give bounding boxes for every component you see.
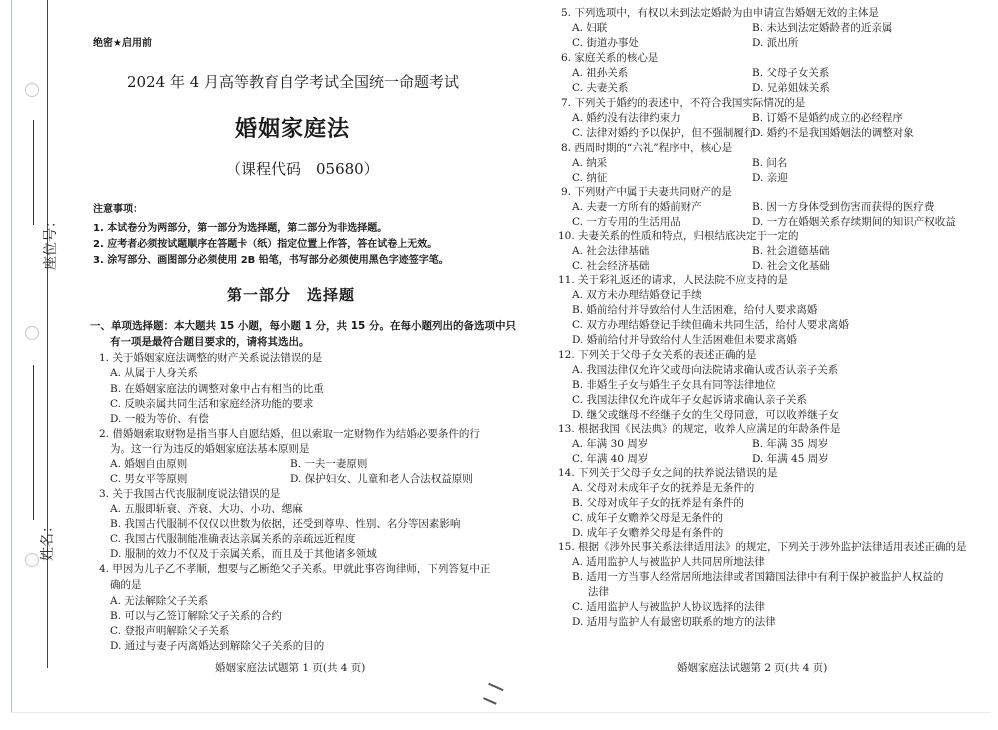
question-stem: 确的是	[110, 579, 142, 591]
option-a[interactable]: A. 双方未办理结婚登记手续	[572, 289, 702, 301]
option-d[interactable]: D. 社会文化基础	[752, 260, 830, 272]
question-stem: 4. 甲因为儿子乙不孝顺，想要与乙断绝父子关系。甲就此事咨询律师，下列答复中正	[99, 563, 491, 575]
option-b[interactable]: B. 非婚生子女与婚生子女具有同等法律地位	[572, 379, 776, 391]
option-d[interactable]: D. 婚前给付并导致给付人生活困难但未要求离婚	[572, 334, 797, 346]
option-d[interactable]: D. 服制的效力不仅及于亲属关系，而且及于其他诸多领域	[110, 548, 377, 560]
subject-title: 婚姻家庭法	[235, 116, 351, 142]
section-heading: 一、单项选择题：本大题共 15 小题，每小题 1 分，共 15 分。在每小题列出的备选项中只	[90, 320, 516, 332]
seat-number-field[interactable]	[33, 120, 34, 225]
option-c[interactable]: C. 社会经济基础	[572, 260, 650, 272]
question-stem: 15. 根据《涉外民事关系法律适用法》的规定，下列关于涉外监护法律适用表述正确的是	[558, 541, 967, 553]
option-b[interactable]: B. 我国古代服制不仅仅以世数为依据，还受到尊卑、性别、名分等因素影响	[110, 518, 461, 530]
binding-hole-icon	[25, 326, 39, 340]
option-b-continued: 法律	[588, 586, 609, 598]
option-b[interactable]: B. 父母对成年子女的抚养是有条件的	[572, 497, 744, 509]
option-c[interactable]: C. 反映亲属共同生活和家庭经济功能的要求	[110, 398, 314, 410]
margin-line	[11, 0, 12, 712]
page-footer: 婚姻家庭法试题第 2 页(共 4 页)	[677, 662, 828, 674]
option-b[interactable]: B. 年满 35 周岁	[752, 438, 829, 450]
question-stem: 14. 下列关于父母子女之间的扶养说法错误的是	[558, 467, 778, 479]
option-d[interactable]: D. 保护妇女、儿童和老人合法权益原则	[290, 473, 473, 485]
question-stem: 1. 关于婚姻家庭法调整的财产关系说法错误的是	[99, 352, 323, 364]
option-a[interactable]: A. 祖孙关系	[572, 67, 629, 79]
option-c[interactable]: C. 纳征	[572, 172, 608, 184]
option-c[interactable]: C. 一方专用的生活用品	[572, 216, 681, 228]
option-b[interactable]: B. 社会道德基础	[752, 245, 830, 257]
question-stem: 8. 西周时期的“六礼”程序中，核心是	[561, 142, 733, 154]
option-b[interactable]: B. 父母子女关系	[752, 67, 830, 79]
binding-line	[47, 0, 48, 668]
option-d[interactable]: D. 适用与监护人有最密切联系的地方的法律	[572, 616, 776, 628]
option-a[interactable]: A. 纳采	[572, 157, 608, 169]
question-stem: 为。这一行为违反的婚姻家庭法基本原则是	[110, 443, 310, 455]
option-d[interactable]: D. 婚约不是我国婚姻法的调整对象	[752, 127, 914, 139]
notice-item: 2. 应考者必须按试题顺序在答题卡（纸）指定位置上作答，答在试卷上无效。	[93, 239, 438, 250]
option-b[interactable]: B. 可以与乙签订解除父子关系的合约	[110, 610, 282, 622]
option-c[interactable]: C. 成年子女赡养父母是无条件的	[572, 512, 723, 524]
question-stem: 6. 家庭关系的核心是	[561, 52, 659, 64]
option-c[interactable]: C. 法律对婚约予以保护，但不强制履行	[572, 127, 755, 139]
option-d[interactable]: D. 兄弟姐妹关系	[752, 82, 830, 94]
option-b[interactable]: B. 因一方身体受到伤害而获得的医疗费	[752, 201, 935, 213]
page-bottom-edge	[11, 712, 991, 713]
option-a[interactable]: A. 妇联	[572, 22, 608, 34]
option-a[interactable]: A. 从属于人身关系	[110, 367, 198, 379]
section-heading: 有一项是最符合题目要求的，请将其选出。	[110, 336, 310, 348]
option-a[interactable]: A. 我国法律仅允许父或母向法院请求确认或否认亲子关系	[572, 364, 839, 376]
question-stem: 7. 下列关于婚约的表述中，不符合我国实际情况的是	[561, 97, 806, 109]
question-stem: 12. 下列关于父母子女关系的表述正确的是	[558, 349, 757, 361]
option-b[interactable]: B. 适用一方当事人经常居所地法律或者国籍国法律中有利于保护被监护人权益的	[572, 571, 944, 583]
seat-number-label: 座位号：	[43, 214, 59, 270]
scan-mark	[488, 683, 503, 691]
part-title: 第一部分 选择题	[227, 286, 356, 304]
question-stem: 3. 关于我国古代丧服制度说法错误的是	[99, 488, 281, 500]
option-a[interactable]: A. 适用监护人与被监护人共同居所地法律	[572, 556, 765, 568]
option-a[interactable]: A. 婚姻自由原则	[110, 458, 188, 470]
option-c[interactable]: C. 男女平等原则	[110, 473, 188, 485]
notice-heading: 注意事项：	[93, 204, 143, 215]
option-b[interactable]: B. 一夫一妻原则	[290, 458, 368, 470]
secret-mark: 绝密★启用前	[93, 38, 152, 49]
exam-title: 2024 年 4 月高等教育自学考试全国统一命题考试	[127, 73, 460, 91]
option-c[interactable]: C. 我国法律仅允许成年子女起诉请求确认亲子关系	[572, 394, 807, 406]
option-a[interactable]: A. 父母对未成年子女的抚养是无条件的	[572, 482, 755, 494]
option-d[interactable]: D. 一般为等价、有偿	[110, 413, 209, 425]
option-a[interactable]: A. 年满 30 周岁	[572, 438, 649, 450]
option-d[interactable]: D. 年满 45 周岁	[752, 453, 829, 465]
option-d[interactable]: D. 继父或继母不经继子女的生父母同意，可以收养继子女	[572, 409, 839, 421]
question-stem: 11. 关于彩礼返还的请求，人民法院不应支持的是	[558, 274, 789, 286]
question-stem: 2. 借婚姻索取财物是指当事人自愿结婚，但以索取一定财物作为结婚必要条件的行	[99, 428, 480, 440]
question-stem: 9. 下列财产中属于夫妻共同财产的是	[561, 186, 732, 198]
notice-item: 1. 本试卷分为两部分，第一部分为选择题，第二部分为非选择题。	[93, 223, 388, 234]
option-b[interactable]: B. 在婚姻家庭法的调整对象中占有相当的比重	[110, 383, 324, 395]
scan-mark	[483, 697, 496, 704]
question-stem: 5. 下列选项中，有权以未到法定婚龄为由申请宣告婚姻无效的主体是	[561, 7, 879, 19]
question-stem: 13. 根据我国《民法典》的规定，收养人应满足的年龄条件是	[558, 423, 841, 435]
option-a[interactable]: A. 无法解除父子关系	[110, 595, 209, 607]
option-c[interactable]: C. 夫妻关系	[572, 82, 629, 94]
page-footer: 婚姻家庭法试题第 1 页(共 4 页)	[215, 662, 366, 674]
course-code: （课程代码 05680）	[226, 160, 379, 178]
question-stem: 10. 夫妻关系的性质和特点，归根结底决定于一定的	[558, 230, 799, 242]
option-b[interactable]: B. 未达到法定婚龄者的近亲属	[752, 22, 893, 34]
option-d[interactable]: D. 亲迎	[752, 172, 788, 184]
option-d[interactable]: D. 通过与妻子丙离婚达到解除父子关系的目的	[110, 640, 325, 652]
option-b[interactable]: B. 婚前给付并导致给付人生活困难，给付人要求离婚	[572, 304, 818, 316]
option-c[interactable]: C. 双方办理结婚登记手续但确未共同生活，给付人要求离婚	[572, 319, 849, 331]
option-d[interactable]: D. 派出所	[752, 37, 799, 49]
notice-item: 3. 涂写部分、画图部分必须使用 2B 铅笔，书写部分必须使用黑色字迹签字笔。	[93, 255, 449, 266]
option-a[interactable]: A. 婚约没有法律约束力	[572, 112, 681, 124]
option-c[interactable]: C. 我国古代服制能准确表达亲属关系的亲疏远近程度	[110, 533, 356, 545]
option-c[interactable]: C. 街道办事处	[572, 37, 639, 49]
option-c[interactable]: C. 适用监护人与被监护人协议选择的法律	[572, 601, 765, 613]
option-c[interactable]: C. 年满 40 周岁	[572, 453, 649, 465]
option-b[interactable]: B. 问名	[752, 157, 788, 169]
option-a[interactable]: A. 五服即斩衰、齐衰、大功、小功、缌麻	[110, 503, 303, 515]
option-b[interactable]: B. 订婚不是婚约成立的必经程序	[752, 112, 903, 124]
option-c[interactable]: C. 登报声明解除父子关系	[110, 625, 230, 637]
option-a[interactable]: A. 社会法律基础	[572, 245, 650, 257]
option-a[interactable]: A. 夫妻一方所有的婚前财产	[572, 201, 702, 213]
name-label: 姓名：	[40, 519, 56, 561]
name-field[interactable]	[33, 365, 34, 520]
option-d[interactable]: D. 成年子女赡养父母是有条件的	[572, 527, 724, 539]
binding-hole-icon	[25, 83, 39, 97]
option-d[interactable]: D. 一方在婚姻关系存续期间的知识产权收益	[752, 216, 956, 228]
